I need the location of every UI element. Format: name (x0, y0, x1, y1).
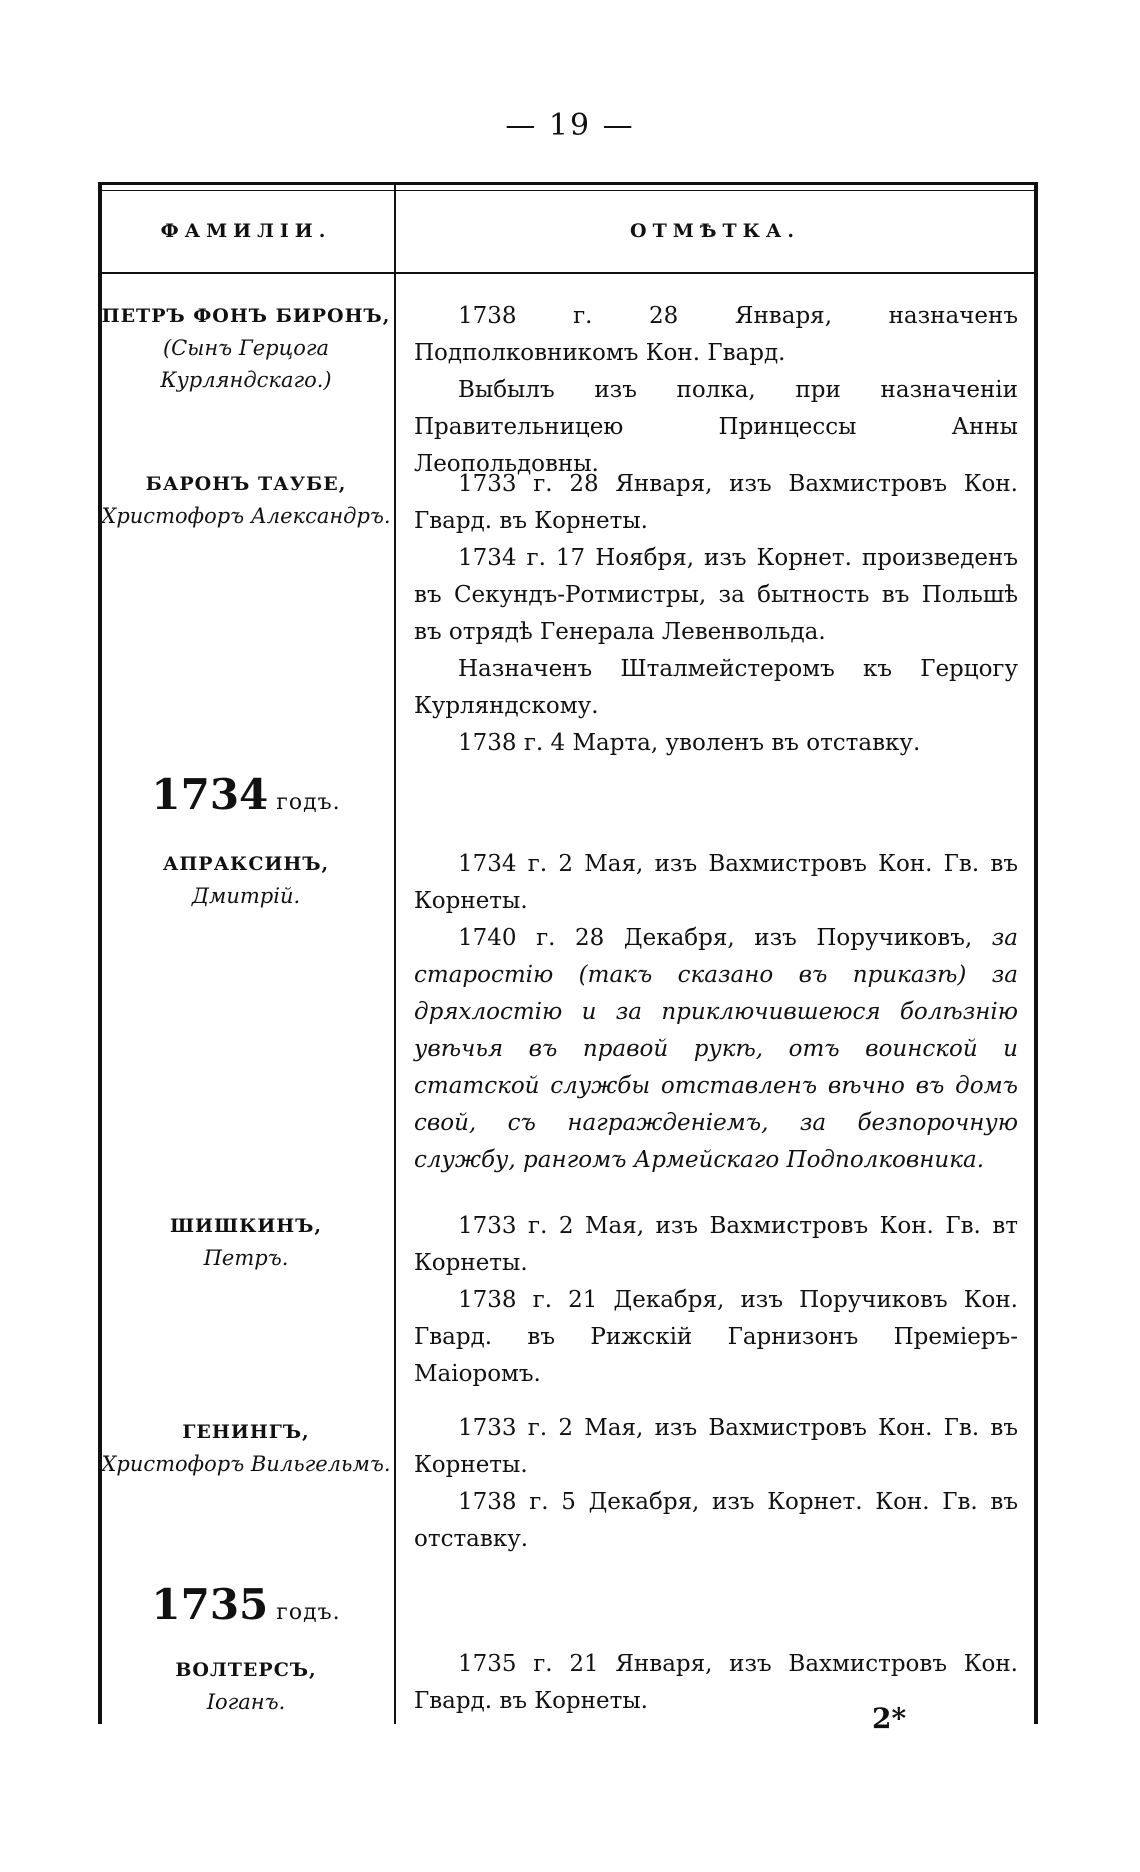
record: Назначенъ Шталмейстеромъ къ Герцогу Курляндскому. (414, 656, 1018, 719)
top-rule (98, 182, 1038, 185)
entry-records (414, 1208, 1018, 1393)
record (414, 920, 1018, 1179)
entry-records (414, 466, 1018, 762)
header-notes: ОТМѢТКА. (630, 220, 800, 242)
entry-name (100, 300, 392, 396)
header-rule (98, 272, 1038, 274)
given-name: Петръ. (203, 1246, 289, 1270)
given-name: Дмитрій. (191, 884, 301, 908)
entry-records (414, 1410, 1018, 1558)
given-name: Іоганъ. (206, 1690, 286, 1714)
year-number: 1734 (151, 770, 269, 819)
record: 1733 г. 2 Мая, изъ Вахмистровъ Кон. Гв. вт Корнеты. (414, 1213, 1018, 1276)
surname: ПЕТРЪ ФОНЪ БИРОНЪ, (101, 305, 391, 327)
surname: ВОЛТЕРСЪ, (175, 1659, 317, 1681)
entry-name (100, 1416, 392, 1480)
surname: АПРАКСИНЪ, (162, 853, 330, 875)
surname: ШИШКИНЪ, (169, 1215, 323, 1237)
year-number: 1735 (151, 1580, 269, 1629)
year-heading (100, 770, 392, 819)
year-word: годъ. (276, 790, 341, 815)
given-name: (Сынъ Герцога Курляндскаго.) (160, 336, 332, 392)
given-name: Христофоръ Вильгельмъ. (101, 1452, 391, 1476)
year-word: годъ. (276, 1600, 341, 1625)
record: 1734 г. 17 Ноября, изъ Корнет. произведенъ въ Секундъ-Ротмистры, за бытность въ Польшѣ въ отрядѣ Генерала Левенвольда. (414, 545, 1018, 645)
year-heading (100, 1580, 392, 1629)
entry-name (100, 1210, 392, 1274)
entry-records (414, 298, 1018, 483)
record-italic: за старостію (такъ сказано въ приказѣ) за дряхлостію и за приключившеюся болѣзнію увѣчья въ правой рукѣ, отъ воинской и статской службы отставленъ вѣчно въ домъ свой, съ награжденіемъ, за безпорочную службу, рангомъ Армейскаго Подполковника. (414, 925, 1018, 1173)
surname: ГЕНИНГЪ, (182, 1421, 310, 1443)
record: Выбылъ изъ полка, при назначеніи Правительницею Принцессы Анны Леопольдовны. (414, 377, 1018, 477)
record: 1733 г. 28 Января, изъ Вахмистровъ Кон. Гвард. въ Корнеты. (414, 471, 1018, 534)
record: 1738 г. 5 Декабря, изъ Корнет. Кон. Гв. въ отставку. (414, 1489, 1018, 1552)
page-number: — 19 — (505, 108, 635, 143)
column-divider (394, 182, 396, 1724)
record: 1738 г. 4 Марта, уволенъ въ отставку. (458, 730, 921, 756)
surname: БАРОНЪ ТАУБЕ, (145, 473, 347, 495)
record: 1734 г. 2 Мая, изъ Вахмистровъ Кон. Гв. въ Корнеты. (414, 851, 1018, 914)
top-rule-thin (98, 190, 1038, 191)
entry-name (100, 468, 392, 532)
signature-mark: 2* (872, 1702, 907, 1735)
entry-name (100, 848, 392, 912)
header-names: ФАМИЛІИ. (160, 220, 332, 242)
record: 1738 г. 21 Декабря, изъ Поручиковъ Кон. Гвард. въ Рижскій Гарнизонъ Преміеръ-Маіоромъ. (414, 1287, 1018, 1387)
given-name: Христофоръ Александръ. (101, 504, 391, 528)
record: 1738 г. 28 Января, назначенъ Подполковникомъ Кон. Гвард. (414, 303, 1018, 366)
entry-records (414, 1646, 1018, 1720)
entry-records (414, 846, 1018, 1179)
record-text: 1740 г. 28 Декабря, изъ Поручиковъ, (458, 925, 973, 951)
entry-name (100, 1654, 392, 1718)
left-border (98, 182, 102, 1724)
right-border (1034, 182, 1038, 1724)
record: 1733 г. 2 Мая, изъ Вахмистровъ Кон. Гв. въ Корнеты. (414, 1415, 1018, 1478)
record: 1735 г. 21 Января, изъ Вахмистровъ Кон. Гвард. въ Корнеты. (414, 1651, 1018, 1714)
